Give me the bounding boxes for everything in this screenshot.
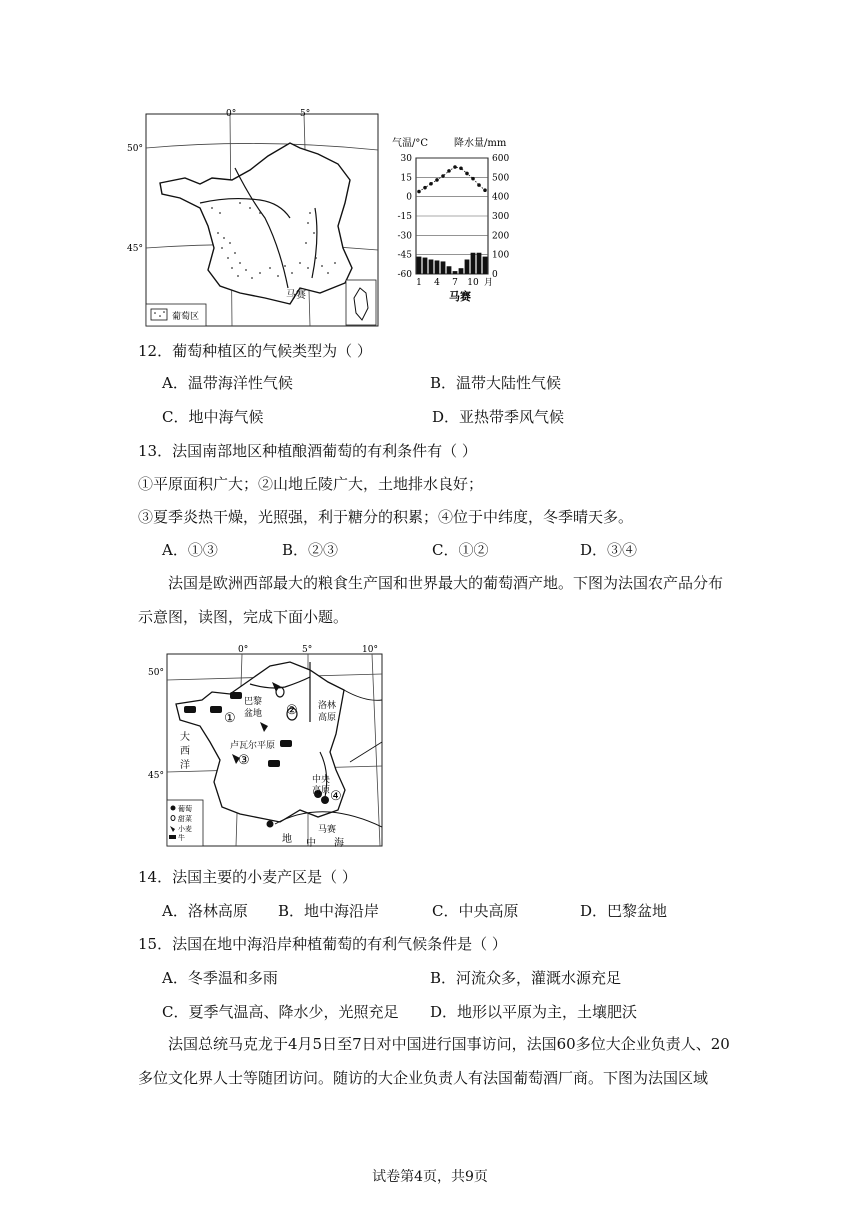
- chart-precip-tick: 0: [492, 270, 498, 280]
- marseille-climate-chart: [392, 134, 542, 309]
- chart-precip-bar: [435, 260, 440, 274]
- chart-precip-tick: 400: [492, 192, 510, 203]
- map2-legend-grape: 葡萄: [178, 805, 192, 813]
- chart-precip-tick: 500: [492, 173, 510, 184]
- chart-temp-point: [471, 177, 475, 181]
- q12-option-d[interactable]: D．亚热带季风气候: [432, 408, 565, 426]
- chart-month-tick: 7: [452, 278, 458, 288]
- chart-temp-point: [477, 183, 481, 187]
- map1-city-marseille: 马赛: [286, 290, 306, 301]
- map2-lat-50: 50°: [148, 668, 164, 678]
- chart-precip-bar: [447, 266, 452, 274]
- chart-temp-point: [429, 182, 433, 186]
- chart-precip-tick: 100: [492, 250, 510, 261]
- q13-option-c[interactable]: C．①②: [432, 541, 489, 559]
- map2-label-atlantic-1: 大: [180, 732, 190, 743]
- q13-statement-2: ③夏季炎热干燥，光照强，利于糖分的积累；④位于中纬度，冬季晴天多。: [138, 508, 634, 526]
- q12-stem: 12．葡萄种植区的气候类型为（ ）: [138, 342, 372, 360]
- chart-precip-tick: 200: [492, 231, 510, 242]
- q14-option-b[interactable]: B．地中海沿岸: [278, 902, 380, 920]
- map2-legend-beet: 甜菜: [178, 815, 192, 823]
- chart-precip-bar: [441, 261, 446, 274]
- map2-label-atlantic-3: 洋: [180, 760, 190, 771]
- map2-legend-wheat: 小麦: [178, 825, 192, 833]
- chart-precip-bar: [429, 260, 434, 275]
- chart-city-title: 马赛: [449, 290, 471, 303]
- map1-legend-label: 葡萄区: [172, 312, 200, 322]
- chart-temp-point: [417, 190, 421, 194]
- map1-lon-0: 0°: [226, 109, 237, 119]
- chart-month-tick: 10: [467, 278, 479, 288]
- q13-statement-1: ①平原面积广大；②山地丘陵广大，土地排水良好；: [138, 475, 484, 493]
- map2-label-paris-2: 盆地: [244, 709, 263, 719]
- q15-option-a[interactable]: A．冬季温和多雨: [162, 969, 278, 987]
- map2-label-med-2: 中: [306, 838, 316, 849]
- intro-macron-visit: 法国总统马克龙于4月5日至7日对中国进行国事访问，法国60多位大企业负责人、20多位文化界人士等随团访问。随访的大企业负责人有法国葡萄酒厂商。下图为法国区域: [138, 1035, 730, 1087]
- q13-option-b[interactable]: B．②③: [282, 541, 339, 559]
- map1-lat-50: 50°: [127, 144, 143, 154]
- chart-temp-line: [419, 167, 485, 191]
- map2-marker-2: ②: [286, 703, 298, 718]
- map1-lon-5: 5°: [300, 109, 311, 119]
- map2-label-atlantic-2: 西: [180, 746, 190, 757]
- chart-temp-point: [435, 178, 439, 182]
- map2-lat-45: 45°: [148, 771, 164, 781]
- q15-option-c[interactable]: C．夏季气温高、降水少，光照充足: [162, 1003, 399, 1021]
- q14-option-a[interactable]: A．洛林高原: [162, 902, 248, 920]
- chart-precip-bar: [471, 253, 476, 274]
- chart-precip-bar: [465, 260, 470, 275]
- chart-temp-point: [483, 188, 487, 192]
- map2-label-central-1: 中央: [312, 775, 331, 785]
- chart-temp-tick: 15: [400, 173, 412, 184]
- chart-temp-tick: 30: [400, 154, 412, 164]
- map2-label-lorraine-2: 高原: [318, 713, 337, 723]
- chart-temp-tick: -15: [397, 212, 412, 222]
- map2-lon-10: 10°: [362, 645, 378, 655]
- chart-precip-bar: [417, 257, 422, 274]
- q14-option-d[interactable]: D．巴黎盆地: [580, 902, 668, 920]
- map2-marker-4: ④: [330, 789, 342, 804]
- chart-month-suffix: 月: [484, 278, 494, 288]
- chart-temp-point: [423, 186, 427, 190]
- chart-precip-bar: [477, 253, 482, 274]
- q12-option-a[interactable]: A．温带海洋性气候: [162, 374, 293, 392]
- map2-lon-0: 0°: [238, 645, 249, 655]
- q12-option-c[interactable]: C．地中海气候: [162, 408, 264, 426]
- map2-marker-1: ①: [224, 711, 236, 726]
- q13-stem: 13．法国南部地区种植酿酒葡萄的有利条件有（ ）: [138, 442, 477, 460]
- map2-label-paris-1: 巴黎: [244, 697, 263, 707]
- chart-temp-tick: 0: [406, 192, 412, 203]
- chart-temp-tick: -45: [397, 250, 412, 261]
- q14-stem: 14．法国主要的小麦产区是（ ）: [138, 868, 357, 886]
- map1-lat-45: 45°: [127, 244, 143, 254]
- chart-temp-point: [465, 172, 469, 176]
- map2-label-central-2: 高原: [312, 786, 331, 796]
- chart-temp-point: [441, 174, 445, 178]
- map2-label-med-3: 海: [334, 838, 344, 849]
- chart-temp-tick: -30: [397, 231, 412, 242]
- france-agriculture-map: [140, 642, 385, 854]
- chart-precip-tick: 300: [492, 212, 510, 222]
- q13-option-d[interactable]: D．③④: [580, 541, 638, 559]
- chart-precip-bar: [423, 258, 428, 274]
- page-footer: 试卷第4页，共9页: [372, 1169, 488, 1185]
- q14-option-c[interactable]: C．中央高原: [432, 902, 519, 920]
- chart-precip-bar: [453, 271, 458, 274]
- q15-stem: 15．法国在地中海沿岸种植葡萄的有利气候条件是（ ）: [138, 935, 507, 953]
- map2-legend-cattle: 牛: [178, 834, 185, 842]
- chart-precip-bar: [459, 268, 464, 274]
- chart-month-tick: 1: [416, 278, 422, 288]
- chart-right-axis-title: 降水量/mm: [454, 138, 507, 149]
- q15-option-b[interactable]: B．河流众多，灌溉水源充足: [430, 969, 622, 987]
- chart-month-tick: 4: [434, 278, 440, 288]
- q13-option-a[interactable]: A．①③: [162, 541, 218, 559]
- map2-label-med-1: 地: [282, 834, 292, 845]
- map2-label-lorraine-1: 洛林: [318, 701, 337, 711]
- chart-precip-tick: 600: [492, 154, 510, 164]
- chart-temp-point: [453, 165, 457, 169]
- map2-label-marseille: 马赛: [318, 825, 337, 835]
- q15-option-d[interactable]: D．地形以平原为主，土壤肥沃: [430, 1003, 638, 1021]
- chart-left-axis-title: 气温/°C: [392, 138, 429, 149]
- chart-temp-point: [459, 167, 463, 171]
- intro-france-agriculture: 法国是欧洲西部最大的粮食生产国和世界最大的葡萄酒产地。下图为法国农产品分布示意图，读图，完成下面小题。: [138, 574, 724, 626]
- q12-option-b[interactable]: B．温带大陆性气候: [430, 374, 562, 392]
- map2-lon-5: 5°: [302, 645, 313, 655]
- map2-label-loire-plain: 卢瓦尔平原: [230, 741, 276, 751]
- france-vineyard-map: [127, 108, 385, 330]
- chart-precip-bar: [483, 257, 488, 274]
- chart-temp-point: [447, 169, 451, 173]
- map2-marker-3: ③: [238, 753, 250, 768]
- chart-temp-tick: -60: [397, 270, 412, 280]
